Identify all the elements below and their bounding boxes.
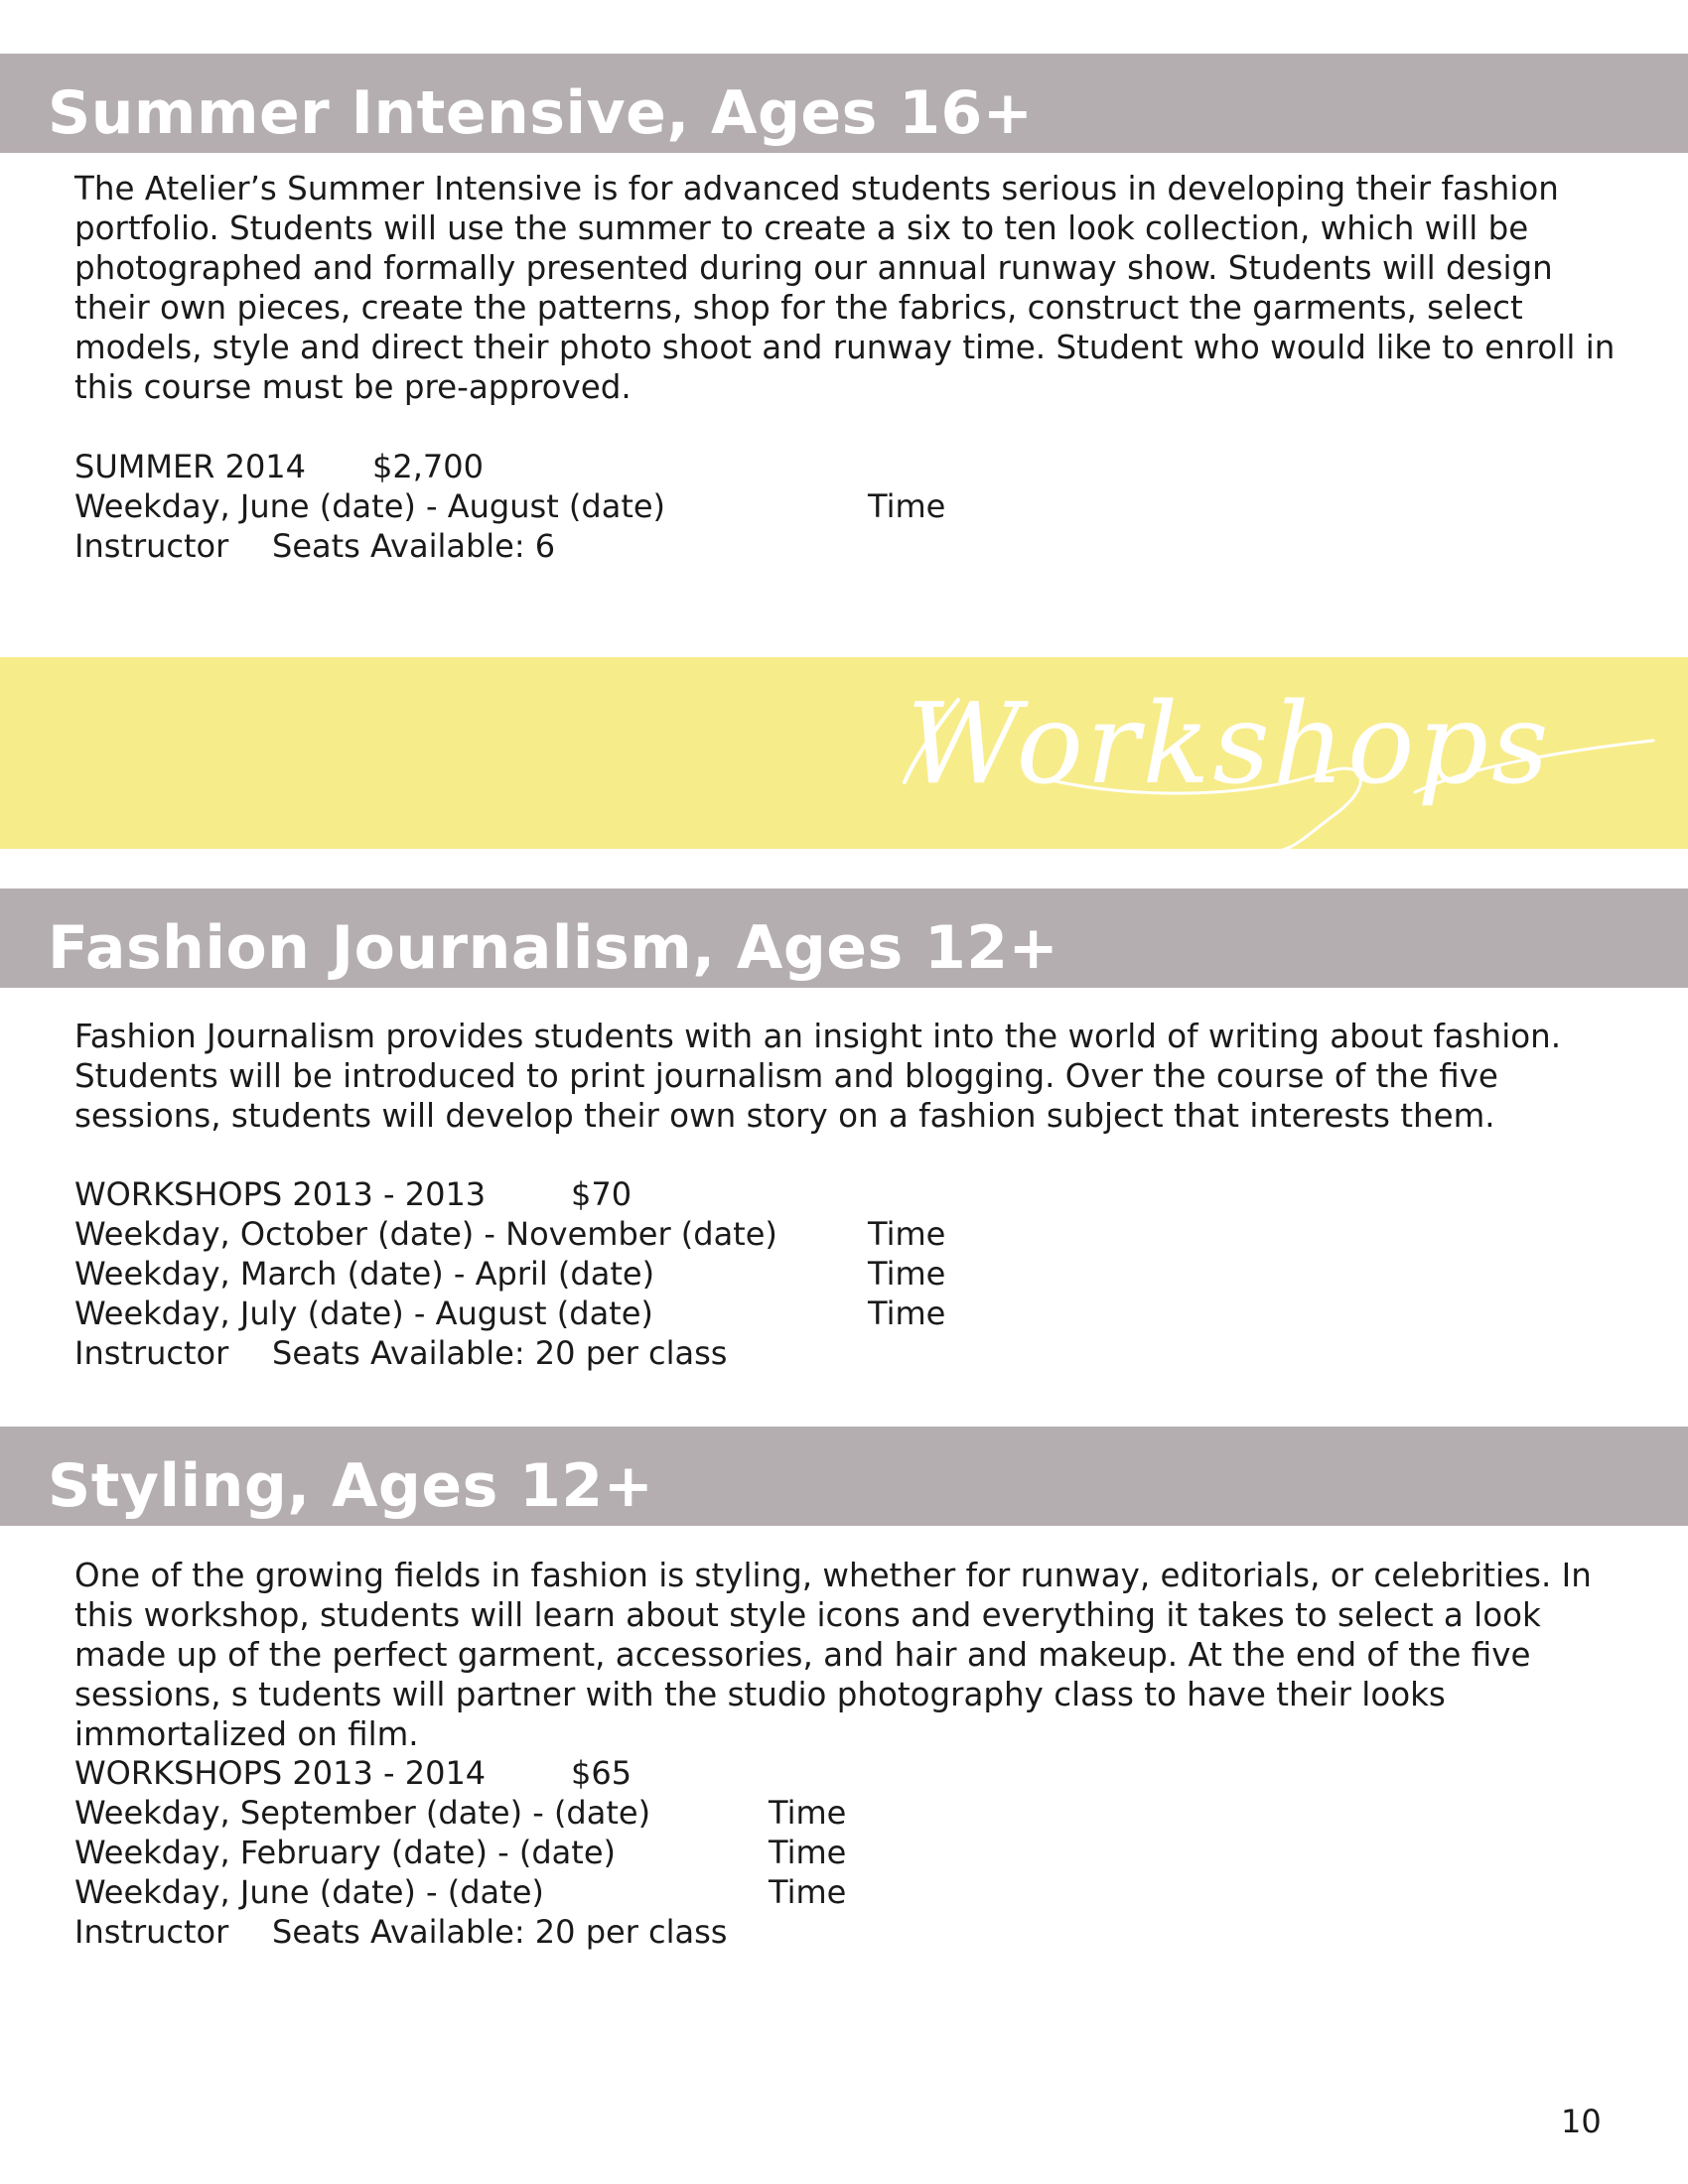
schedule-time: Time — [868, 1215, 946, 1253]
fashion-journalism-description: Fashion Journalism provides students with an insight into the world of writing about fashion. Students will be introduced to print journalism and blogging. Over the course of the five sessions, students will develop their own story on a fashion subject that interests them. — [74, 1018, 1562, 1135]
schedule-dates: Weekday, October (date) - November (date) — [74, 1215, 777, 1253]
schedule-dates: Weekday, September (date) - (date) — [74, 1794, 651, 1832]
seats-available: Seats Available: 6 — [272, 527, 556, 565]
fashion-journalism-title: Fashion Journalism, Ages 12+ — [48, 913, 1059, 983]
schedule-time: Time — [868, 487, 946, 525]
fashion-journalism-term: WORKSHOPS 2013 - 2013 — [74, 1175, 487, 1213]
schedule-time: Time — [769, 1794, 847, 1832]
summer-intensive-description: The Atelier’s Summer Intensive is for advanced students serious in developing their fashion portfolio. Students will use the summer to create a six to ten look collection, which will be photographed and formally presented during our annual runway show. Students will design their own pieces, create the patterns, shop for the fabrics, construct the garments, select models, style and direct their photo shoot and runway time. Student who would like to enroll in this course must be pre-approved. — [74, 170, 1616, 406]
styling-price: $65 — [571, 1754, 633, 1792]
page-number: 10 — [1561, 2103, 1602, 2140]
workshops-banner-label: Workshops — [907, 680, 1552, 809]
schedule-dates: Weekday, June (date) - (date) — [74, 1873, 544, 1911]
schedule-time: Time — [868, 1295, 946, 1332]
summer-intensive-price: $2,700 — [372, 448, 484, 485]
schedule-dates: Weekday, March (date) - April (date) — [74, 1255, 655, 1293]
styling-term: WORKSHOPS 2013 - 2014 — [74, 1754, 487, 1792]
instructor-label: Instructor — [74, 527, 229, 565]
seats-available: Seats Available: 20 per class — [272, 1334, 728, 1372]
schedule-time: Time — [868, 1255, 946, 1293]
summer-intensive-header — [0, 54, 1688, 153]
styling-title: Styling, Ages 12+ — [48, 1451, 654, 1521]
schedule-dates: Weekday, July (date) - August (date) — [74, 1295, 653, 1332]
schedule-dates: Weekday, February (date) - (date) — [74, 1834, 616, 1871]
summer-intensive-title: Summer Intensive, Ages 16+ — [48, 78, 1034, 148]
seats-available: Seats Available: 20 per class — [272, 1913, 728, 1951]
instructor-label: Instructor — [74, 1334, 229, 1372]
schedule-time: Time — [769, 1834, 847, 1871]
summer-intensive-term: SUMMER 2014 — [74, 448, 307, 485]
fashion-journalism-header — [0, 888, 1688, 988]
styling-description: One of the growing fields in fashion is styling, whether for runway, editorials, or celebrities. In this workshop, students will learn about style icons and everything it takes to select a look made up of the perfect garment, accessories, and hair and makeup. At the end of the five sessions, s tudents will partner with the studio photography class to have their looks immortalized on film. — [74, 1557, 1592, 1753]
schedule-dates: Weekday, June (date) - August (date) — [74, 487, 666, 525]
styling-header — [0, 1427, 1688, 1526]
fashion-journalism-price: $70 — [571, 1175, 633, 1213]
instructor-label: Instructor — [74, 1913, 229, 1951]
schedule-time: Time — [769, 1873, 847, 1911]
workshops-script-heading — [899, 655, 1663, 854]
